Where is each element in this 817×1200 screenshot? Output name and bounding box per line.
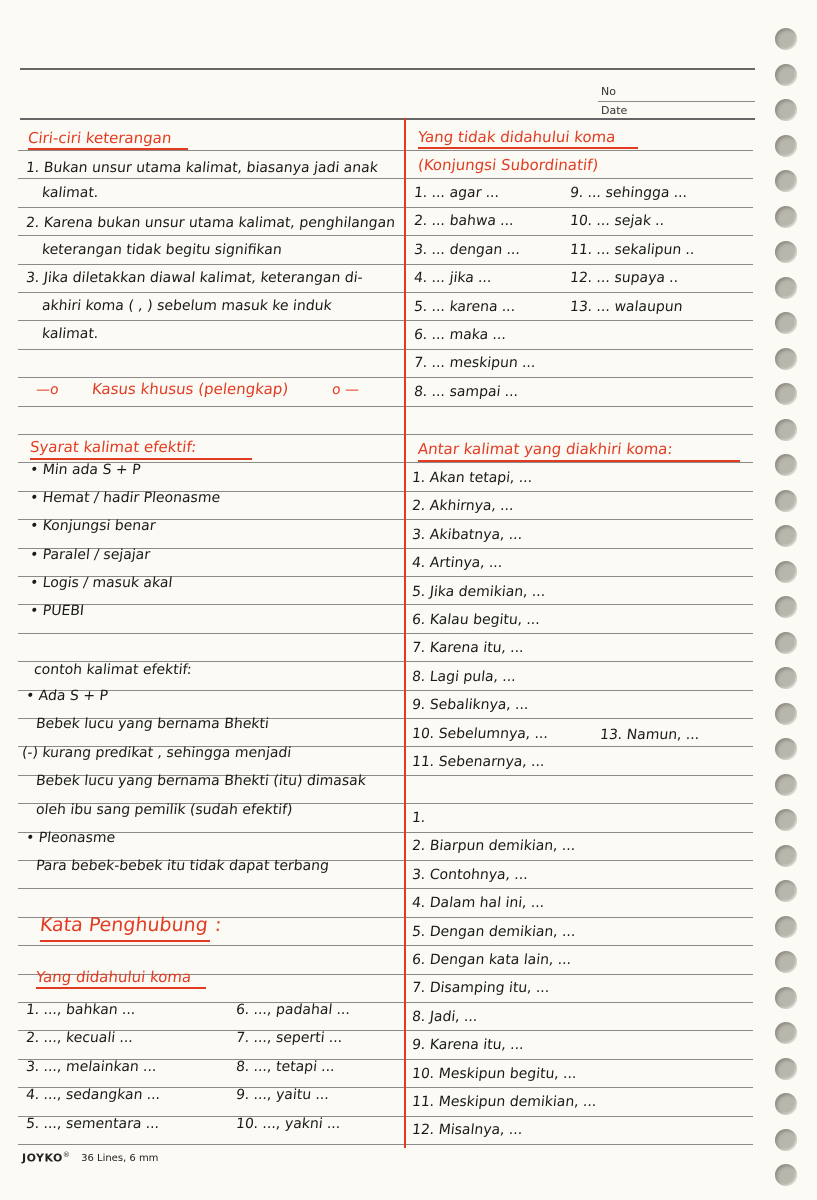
konjungsi-item: 13. ... walaupun xyxy=(569,298,684,315)
binding-hole xyxy=(775,99,797,121)
kata-colon: : xyxy=(213,914,223,936)
binding-hole xyxy=(775,170,797,192)
binding-hole xyxy=(775,1022,797,1044)
ruled-line xyxy=(18,292,753,293)
kata-item: 10. ..., yakni ... xyxy=(235,1115,342,1132)
binding-hole xyxy=(775,64,797,86)
ruled-line xyxy=(18,349,753,350)
konjungsi-item: 9. ... sehingga ... xyxy=(569,185,689,201)
no-rule xyxy=(598,101,755,102)
binding-hole xyxy=(775,845,797,867)
ruled-line xyxy=(18,150,753,151)
binding-hole xyxy=(775,383,797,405)
right-s2-title: Antar kalimat yang diakhiri koma: xyxy=(417,440,674,458)
ruled-line xyxy=(18,207,753,208)
binding-hole xyxy=(775,596,797,618)
ruled-line xyxy=(18,264,753,265)
antar-kalimat-item: 4. Dalam hal ini, ... xyxy=(411,895,546,912)
antar-kalimat-item: 11. Sebenarnya, ... xyxy=(411,754,546,770)
contoh-line: (-) kurang predikat , sehingga menjadi xyxy=(21,744,293,761)
binding-hole xyxy=(775,1093,797,1115)
binding-hole xyxy=(775,774,797,796)
syarat-item: • Paralel / sejajar xyxy=(29,546,151,563)
kasus-arrow-end: o — xyxy=(331,382,360,398)
binding-hole xyxy=(775,525,797,547)
kata-underline xyxy=(40,940,210,942)
left-s1-line: 1. Bukan unsur utama kalimat, biasanya jadi anak xyxy=(25,160,379,176)
kata-sub-underline xyxy=(36,987,206,989)
antar-kalimat-item: 5. Dengan demikian, ... xyxy=(411,923,577,940)
syarat-item: • Min ada S + P xyxy=(29,462,142,478)
binding-hole xyxy=(775,1058,797,1080)
left-s1-underline xyxy=(28,148,188,150)
left-s1-line: keterangan tidak begitu signifikan xyxy=(41,242,283,258)
binding-hole xyxy=(775,916,797,938)
left-s1-line: 2. Karena bukan unsur utama kalimat, penghilangan xyxy=(25,215,396,231)
syarat-item: • Konjungsi benar xyxy=(29,518,157,535)
konjungsi-item: 8. ... sampai ... xyxy=(413,383,520,400)
antar-kalimat-item: 1. xyxy=(411,810,427,826)
antar-kalimat-item: 3. Contohnya, ... xyxy=(411,866,529,883)
binding-hole xyxy=(775,490,797,512)
binding-hole xyxy=(775,206,797,228)
antar-kalimat-item: 12. Misalnya, ... xyxy=(411,1122,524,1139)
ruled-line xyxy=(18,320,753,321)
contoh-line: oleh ibu sang pemilik (sudah efektif) xyxy=(35,801,294,818)
brand-logo: JOYKO xyxy=(22,1151,63,1165)
antar-kalimat-item: 6. Dengan kata lain, ... xyxy=(411,952,573,968)
binding-hole xyxy=(775,1164,797,1186)
binding-hole xyxy=(775,277,797,299)
antar-kalimat-item: 7. Karena itu, ... xyxy=(411,640,525,657)
left-s1-line: kalimat. xyxy=(41,185,100,201)
left-s1-line: 3. Jika diletakkan diawal kalimat, keterangan di- xyxy=(25,270,364,286)
center-margin-line xyxy=(404,118,406,1148)
konjungsi-item: 5. ... karena ... xyxy=(413,298,517,315)
contoh-line: Para bebek-bebek itu tidak dapat terbang xyxy=(35,858,330,875)
antar-kalimat-item: 3. Akibatnya, ... xyxy=(411,526,524,543)
header-rule-bottom xyxy=(20,118,755,120)
date-label: Date xyxy=(601,104,628,117)
konjungsi-item: 4. ... jika ... xyxy=(413,270,493,287)
header-rule xyxy=(20,68,755,70)
antar-kalimat-item: 6. Kalau begitu, ... xyxy=(411,612,541,628)
konjungsi-item: 2. ... bahwa ... xyxy=(413,213,515,230)
ruled-line xyxy=(18,945,753,946)
binding-hole xyxy=(775,667,797,689)
binding-hole xyxy=(775,987,797,1009)
paper-spec: 36 Lines, 6 mm xyxy=(81,1153,159,1165)
left-s1-line: akhiri koma ( , ) sebelum masuk ke induk xyxy=(41,298,333,314)
kata-item: 2. ..., kecuali ... xyxy=(25,1030,134,1047)
right-s1-sub: (Konjungsi Subordinatif) xyxy=(417,156,600,174)
kasus-arrow: —o xyxy=(35,382,60,398)
syarat-item: • Hemat / hadir Pleonasme xyxy=(29,490,221,507)
binding-hole xyxy=(775,561,797,583)
left-s2-underline xyxy=(30,458,252,460)
no-label: No xyxy=(601,85,616,98)
kata-item: 7. ..., seperti ... xyxy=(235,1030,344,1047)
antar-kalimat-item: 5. Jika demikian, ... xyxy=(411,583,547,600)
binding-hole xyxy=(775,28,797,50)
binding-hole xyxy=(775,419,797,441)
ruled-line xyxy=(18,434,753,435)
left-s1-line: kalimat. xyxy=(41,326,100,342)
right-s2-underline xyxy=(418,460,740,462)
binding-hole xyxy=(775,703,797,725)
binding-hole xyxy=(775,241,797,263)
right-s1-underline xyxy=(418,147,638,149)
kata-item: 9. ..., yaitu ... xyxy=(235,1087,330,1104)
contoh-line: Bebek lucu yang bernama Bhekti xyxy=(35,716,270,733)
kata-item: 8. ..., tetapi ... xyxy=(235,1058,336,1075)
ruled-line xyxy=(18,633,753,634)
antar-kalimat-item: 2. Biarpun demikian, ... xyxy=(411,838,577,855)
kasus-khusus: Kasus khusus (pelengkap) xyxy=(91,380,290,398)
binding-hole xyxy=(775,312,797,334)
binding-hole xyxy=(775,348,797,370)
binding-hole xyxy=(775,738,797,760)
konjungsi-item: 3. ... dengan ... xyxy=(413,241,521,258)
right-s1-title: Yang tidak didahului koma xyxy=(417,128,617,146)
binding-hole xyxy=(775,1129,797,1151)
kata-sub: Yang didahului koma xyxy=(35,968,193,986)
antar-kalimat-item: 10. Meskipun begitu, ... xyxy=(411,1065,578,1082)
ruled-line xyxy=(18,1144,753,1145)
binding-hole xyxy=(775,632,797,654)
ruled-line xyxy=(18,235,753,236)
footer: JOYKO® 36 Lines, 6 mm xyxy=(22,1151,159,1165)
contoh-line: Bebek lucu yang bernama Bhekti (itu) dimasak xyxy=(35,773,367,790)
antar-kalimat-item: 10. Sebelumnya, ... xyxy=(411,725,549,742)
antar-kalimat-item: 9. Sebaliknya, ... xyxy=(411,697,530,714)
antar-kalimat-item: 9. Karena itu, ... xyxy=(411,1037,525,1054)
antar-kalimat-item: 8. Jadi, ... xyxy=(411,1008,479,1025)
konjungsi-item: 11. ... sekalipun .. xyxy=(569,241,696,258)
ruled-line xyxy=(18,888,753,889)
antar-kalimat-item: 7. Disamping itu, ... xyxy=(411,980,551,997)
ruled-line xyxy=(18,604,753,605)
syarat-item: • PUEBI xyxy=(29,603,85,619)
antar-kalimat-item: 1. Akan tetapi, ... xyxy=(411,470,534,486)
left-s2-title: Syarat kalimat efektif: xyxy=(29,438,198,456)
binding-hole xyxy=(775,880,797,902)
antar-kalimat-item: 8. Lagi pula, ... xyxy=(411,668,517,685)
left-s1-title: Ciri-ciri keterangan xyxy=(27,129,173,147)
binding-hole xyxy=(775,135,797,157)
kata-item: 6. ..., padahal ... xyxy=(235,1002,351,1018)
binding-hole xyxy=(775,951,797,973)
ruled-line xyxy=(18,178,753,179)
contoh-title: contoh kalimat efektif: xyxy=(33,662,193,678)
kata-item: 1. ..., bahkan ... xyxy=(25,1002,137,1018)
konjungsi-item: 12. ... supaya .. xyxy=(569,270,680,287)
antar-kalimat-item: 11. Meskipun demikian, ... xyxy=(411,1094,598,1110)
kata-item: 3. ..., melainkan ... xyxy=(25,1058,158,1075)
binding-hole xyxy=(775,454,797,476)
ruled-line xyxy=(18,377,753,378)
konjungsi-item: 7. ... meskipun ... xyxy=(413,355,537,372)
ruled-line xyxy=(18,832,753,833)
konjungsi-item: 10. ... sejak .. xyxy=(569,213,666,230)
binding-hole xyxy=(775,809,797,831)
kata-item: 4. ..., sedangkan ... xyxy=(25,1087,162,1104)
kata-item: 5. ..., sementara ... xyxy=(25,1115,161,1132)
syarat-item: • Logis / masuk akal xyxy=(29,574,174,591)
konjungsi-item: 6. ... maka ... xyxy=(413,327,507,343)
ruled-line xyxy=(18,406,753,407)
contoh-line: • Pleonasme xyxy=(25,830,117,846)
ruled-line xyxy=(18,690,753,691)
antar-kalimat-item: 4. Artinya, ... xyxy=(411,555,504,572)
item-13-namun: 13. Namun, ... xyxy=(599,727,701,743)
kata-penghubung-title: Kata Penghubung xyxy=(38,914,209,936)
contoh-line: • Ada S + P xyxy=(25,688,109,704)
konjungsi-item: 1. ... agar ... xyxy=(413,185,501,201)
antar-kalimat-item: 2. Akhirnya, ... xyxy=(411,498,515,515)
